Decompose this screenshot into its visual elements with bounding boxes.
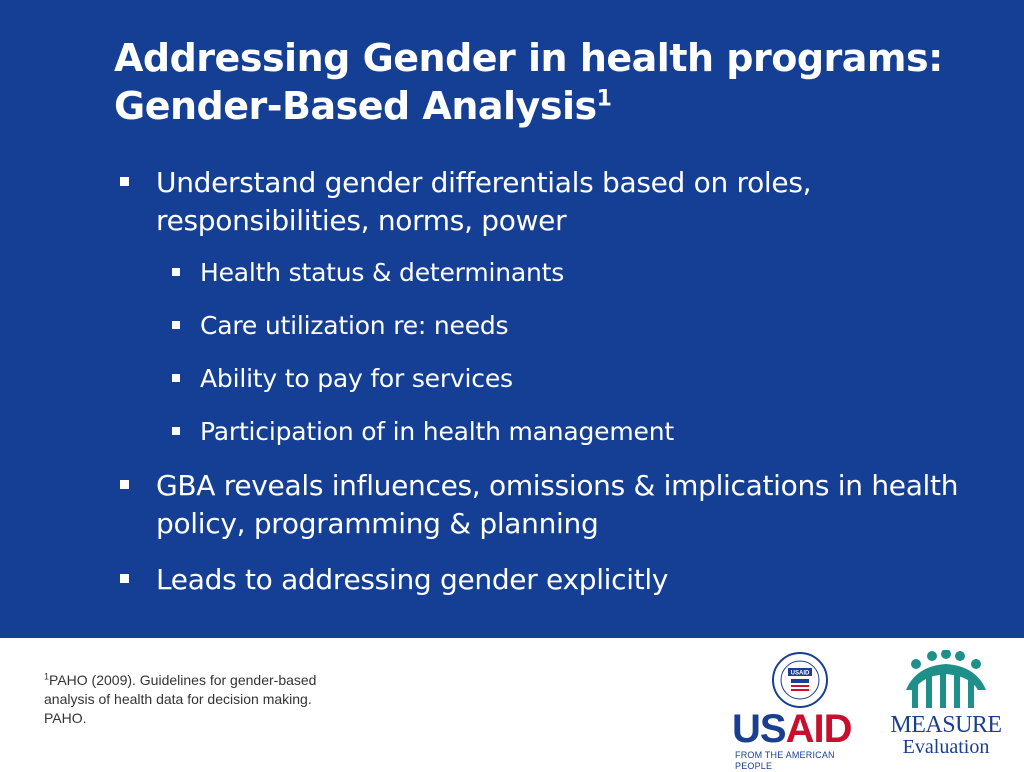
slide-title [114,34,994,130]
seal-text: USAID [790,670,810,677]
usaid-tagline: FROM THE AMERICAN PEOPLE [735,750,835,771]
sub-bullet-item [118,415,978,449]
title-line-2: Gender-Based Analysis [114,84,597,128]
bullet-text: Participation of in health management [200,417,674,446]
usaid-us: US [732,707,786,751]
square-bullet-icon [172,374,180,382]
bullet-text: Understand gender differentials based on roles, responsibilities, norms, power [156,166,812,237]
measure-wordmark: MEASURE [890,712,1002,738]
bullet-text: Care utilization re: needs [200,311,509,340]
bullet-list [118,164,978,599]
sub-bullet-item [118,309,978,343]
usaid-aid: AID [785,707,852,751]
evaluation-wordmark: Evaluation [902,736,990,758]
square-bullet-icon [120,480,129,489]
square-bullet-icon [172,268,180,276]
bullet-item [118,467,978,543]
bullet-text: GBA reveals influences, omissions & implications in health policy, programming & planning [156,469,959,540]
square-bullet-icon [172,427,180,435]
square-bullet-icon [120,574,129,583]
square-bullet-icon [120,177,129,186]
usaid-logo [732,652,868,771]
bullet-text: Health status & determinants [200,258,565,287]
title-line-1: Addressing Gender in health programs: [114,36,943,80]
sub-bullet-item [118,256,978,290]
bullet-item [118,561,978,599]
bullet-item [118,164,978,240]
usaid-wordmark [732,708,868,750]
measure-evaluation-logo [886,650,1006,762]
footnote [44,671,354,728]
usaid-seal-icon [772,652,828,708]
slide-footer [0,638,1024,771]
square-bullet-icon [172,321,180,329]
people-figures-icon [902,650,990,712]
footnote-text: PAHO (2009). Guidelines for gender-based analysis of health data for decision making. PAHO. [44,672,317,726]
bullet-text: Leads to addressing gender explicitly [156,563,669,596]
footnote-marker: 1 [44,671,50,682]
bullet-text: Ability to pay for services [200,364,513,393]
sub-bullet-item [118,362,978,396]
title-footnote-marker: 1 [596,86,612,112]
